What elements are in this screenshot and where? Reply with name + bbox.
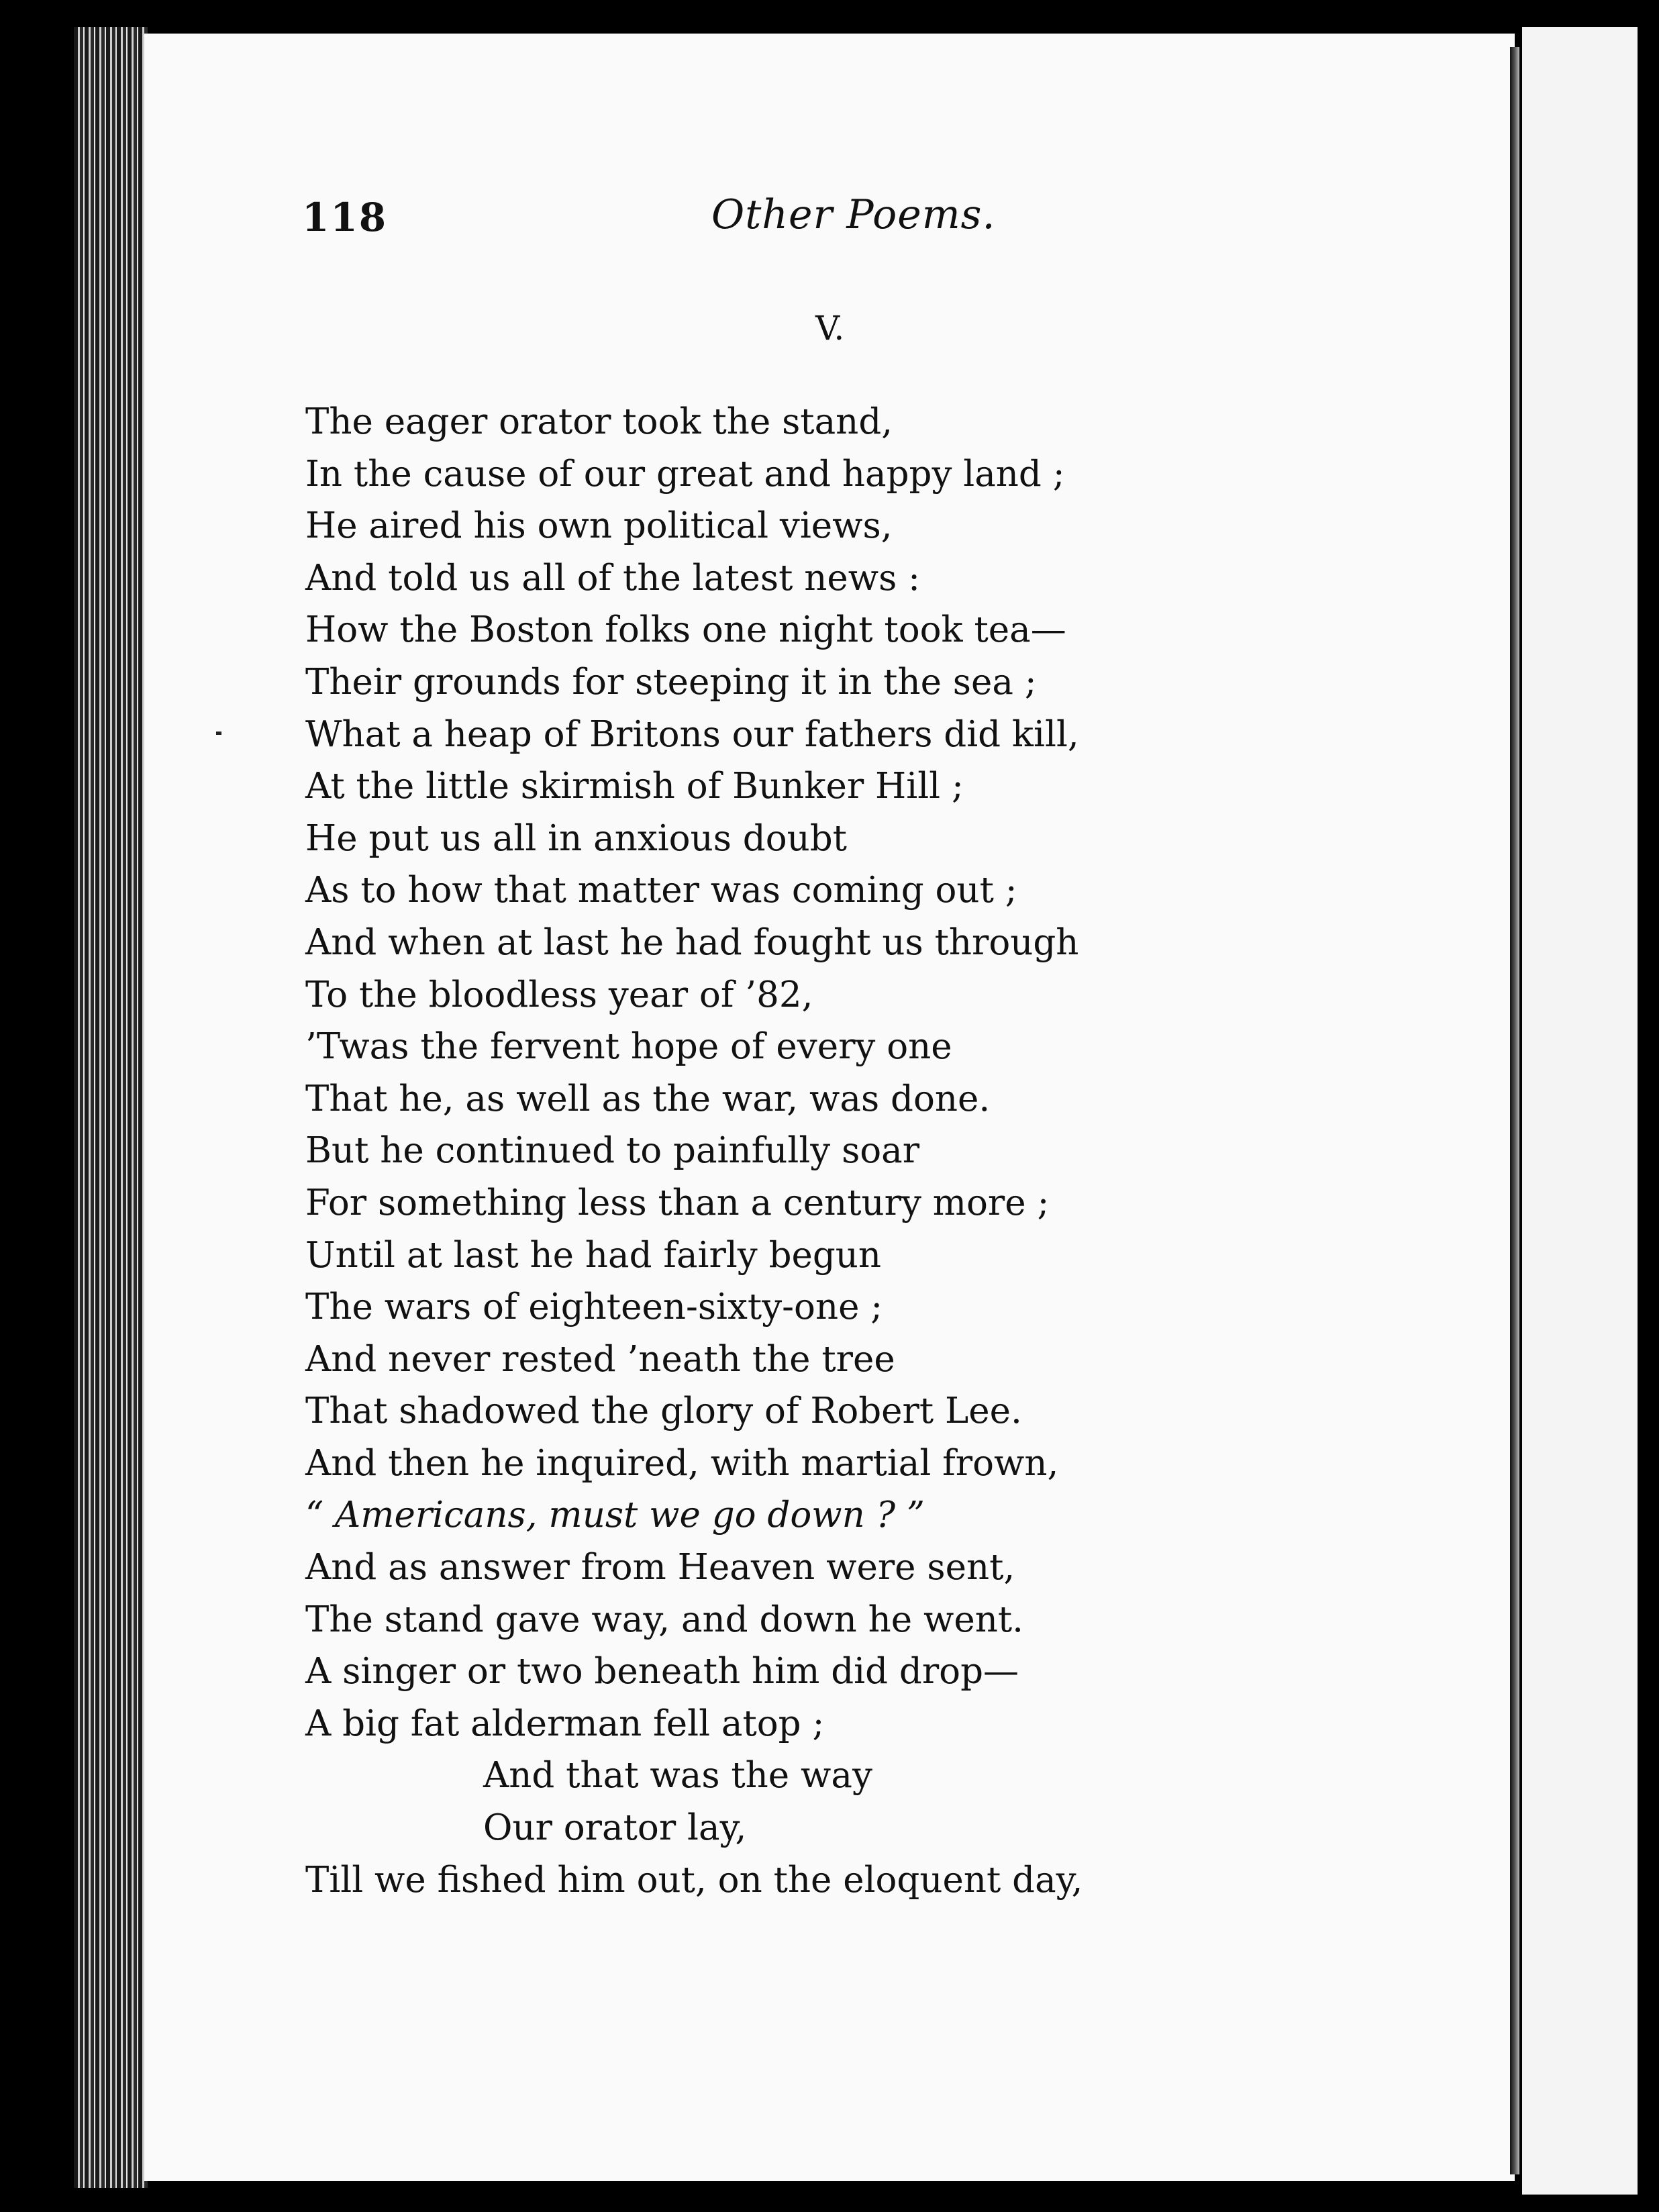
poem-line: And as answer from Heaven were sent, — [305, 1547, 1015, 1589]
poem-line: And told us all of the latest news : — [305, 557, 920, 599]
poem-line: ’Twas the fervent hope of every one — [305, 1026, 952, 1068]
poem-line: At the little skirmish of Bunker Hill ; — [305, 766, 964, 807]
page-edges — [74, 27, 148, 2188]
poem-line: And when at last he had fought us through — [305, 921, 1079, 963]
poem-line: He aired his own political views, — [305, 505, 893, 547]
poem-line: A singer or two beneath him did drop— — [305, 1651, 1019, 1693]
page-gutter — [1510, 47, 1519, 2174]
running-head: Other Poems. — [711, 191, 996, 238]
poem-line-indented: And that was the way — [483, 1755, 872, 1797]
poem-line: The stand gave way, and down he went. — [305, 1599, 1023, 1640]
poem-line: Their grounds for steeping it in the sea ; — [305, 661, 1037, 703]
poem-line: To the bloodless year of ’82, — [305, 974, 813, 1015]
poem-line: But he continued to painfully soar — [305, 1130, 920, 1172]
poem-line: In the cause of our great and happy land ; — [305, 453, 1065, 495]
poem-line: What a heap of Britons our fathers did kill, — [305, 713, 1079, 755]
stray-ink-mark — [216, 732, 221, 735]
poem-line: How the Boston folks one night took tea— — [305, 609, 1066, 651]
poem-line-indented: Our orator lay, — [483, 1807, 747, 1849]
poem-line: Till we fished him out, on the eloquent day, — [305, 1859, 1083, 1901]
section-numeral: V. — [815, 309, 845, 348]
poem-line: Until at last he had fairly begun — [305, 1234, 882, 1276]
poem-line: The wars of eighteen-sixty-one ; — [305, 1287, 883, 1328]
poem-line: That shadowed the glory of Robert Lee. — [305, 1391, 1022, 1432]
poem-line: The eager orator took the stand, — [305, 401, 893, 442]
poem-line: That he, as well as the war, was done. — [305, 1078, 991, 1119]
scan-border — [1638, 0, 1659, 2212]
poem-line: A big fat alderman fell atop ; — [305, 1703, 825, 1744]
poem-line: And then he inquired, with martial frown, — [305, 1442, 1059, 1484]
page-number: 118 — [302, 195, 388, 240]
poem-line: And never rested ’neath the tree — [305, 1338, 895, 1380]
poem-line: As to how that matter was coming out ; — [305, 870, 1017, 911]
poem-body — [305, 396, 1083, 1906]
poem-line: He put us all in anxious doubt — [305, 817, 847, 859]
poem-line-italic-quote: “ Americans, must we go down ? ” — [305, 1495, 925, 1536]
poem-line: For something less than a century more ; — [305, 1182, 1050, 1223]
